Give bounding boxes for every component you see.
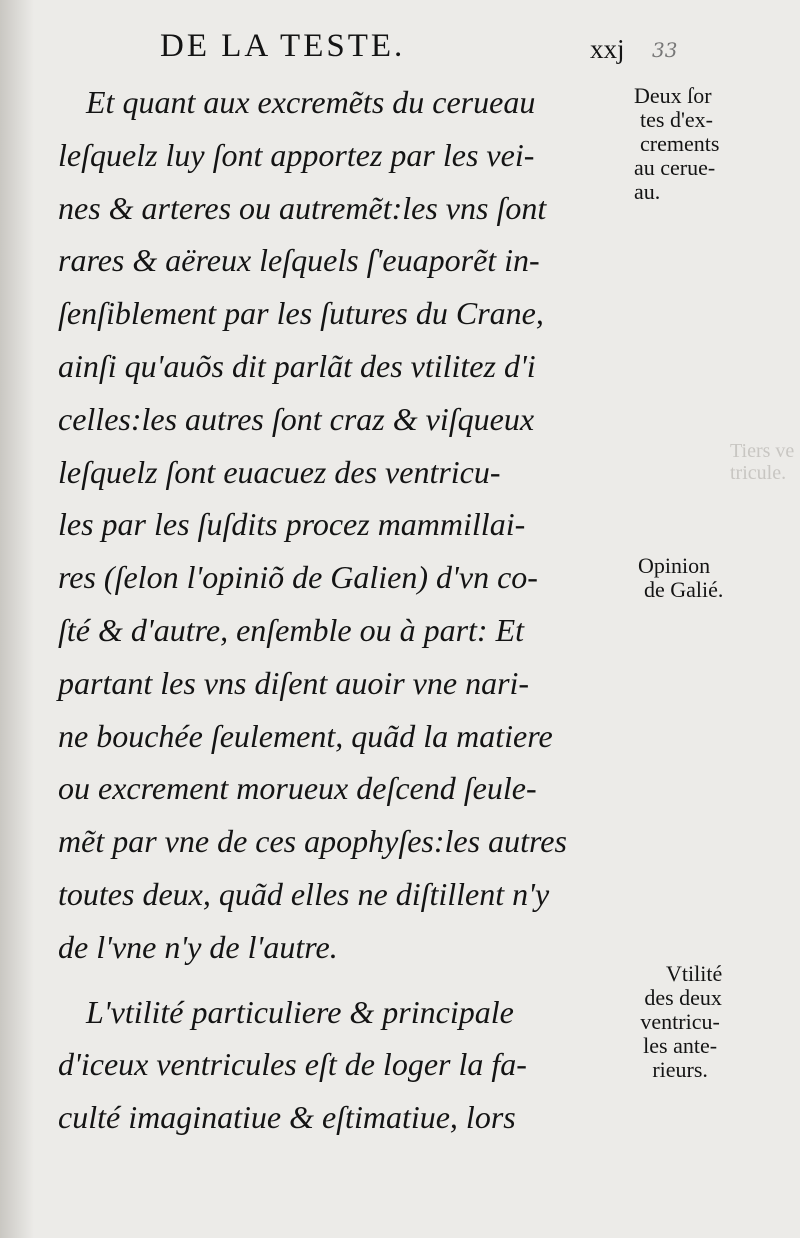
bleed-through-text — [730, 440, 794, 484]
margin-note-line: Deux ſor — [634, 83, 712, 108]
text-line: culté imaginatiue & eſtimatiue, lors — [58, 1099, 516, 1136]
text-line: ſté & d'autre, enſemble ou à part: Et — [58, 611, 525, 648]
text-line: mẽt par vne de ces apophyſes:les autres — [58, 823, 567, 860]
margin-note-line: rieurs. — [652, 1057, 708, 1082]
margin-note-line: de Galié. — [644, 577, 724, 602]
folio-number: xxj — [590, 34, 625, 64]
text-line: leſquelz ſont euacuez des ventricu- — [58, 453, 501, 490]
margin-note-line: crements — [640, 131, 720, 156]
text-line: rares & aëreux leſquels ſ'euaporẽt in- — [58, 242, 540, 279]
text-line: d'iceux ventricules eſt de loger la fa- — [58, 1046, 527, 1083]
bleed-through-line: tricule. — [730, 462, 787, 484]
text-line: partant les vns diſent auoir vne nari- — [58, 664, 530, 701]
running-title: DE LA TESTE. — [160, 28, 406, 64]
body-text — [58, 76, 643, 1144]
text-line: ainſi qu'auõs dit parlãt des vtilitez d'i — [58, 347, 536, 384]
text-line: celles:les autres ſont craz & viſqueux — [58, 400, 535, 437]
margin-note-galien — [638, 554, 723, 602]
text-line: Et quant aux excremẽts du cerueau — [86, 84, 536, 120]
margin-note-excrements — [634, 84, 719, 204]
text-line: nes & arteres ou autremẽt:les vns ſont — [58, 189, 547, 226]
margin-note-line: tes d'ex- — [640, 107, 713, 132]
page-header — [0, 28, 800, 68]
text-line: les par les ſuſdits procez mammillai- — [58, 506, 526, 543]
margin-note-line: les ante- — [643, 1033, 718, 1058]
page-gutter-shadow — [0, 0, 34, 1238]
text-line: L'vtilité particuliere & principale — [86, 993, 514, 1030]
bleed-through-line: Tiers ve — [730, 440, 795, 462]
margin-note-line: des deux — [644, 985, 722, 1010]
margin-note-ventricles — [638, 962, 722, 1082]
margin-note-line: Vtilité — [666, 961, 723, 986]
text-line: ſenſiblement par les ſutures du Crane, — [58, 295, 544, 332]
text-line: de l'vne n'y de l'autre. — [58, 928, 338, 965]
text-line: leſquelz luy ſont apportez par les vei- — [58, 136, 535, 173]
margin-note-line: au cerue- — [634, 155, 716, 180]
text-line: ne bouchée ſeulement, quãd la matiere — [58, 717, 553, 754]
text-line: res (ſelon l'opiniõ de Galien) d'vn co- — [58, 559, 538, 596]
margin-note-line: au. — [634, 179, 661, 204]
handwritten-page-number: 33 — [652, 38, 678, 62]
text-line: toutes deux, quãd elles ne diſtillent n'y — [58, 875, 550, 912]
margin-note-line: Opinion — [638, 553, 711, 578]
margin-note-line: ventricu- — [640, 1009, 720, 1034]
text-line: ou excrement morueux deſcend ſeule- — [58, 770, 537, 807]
